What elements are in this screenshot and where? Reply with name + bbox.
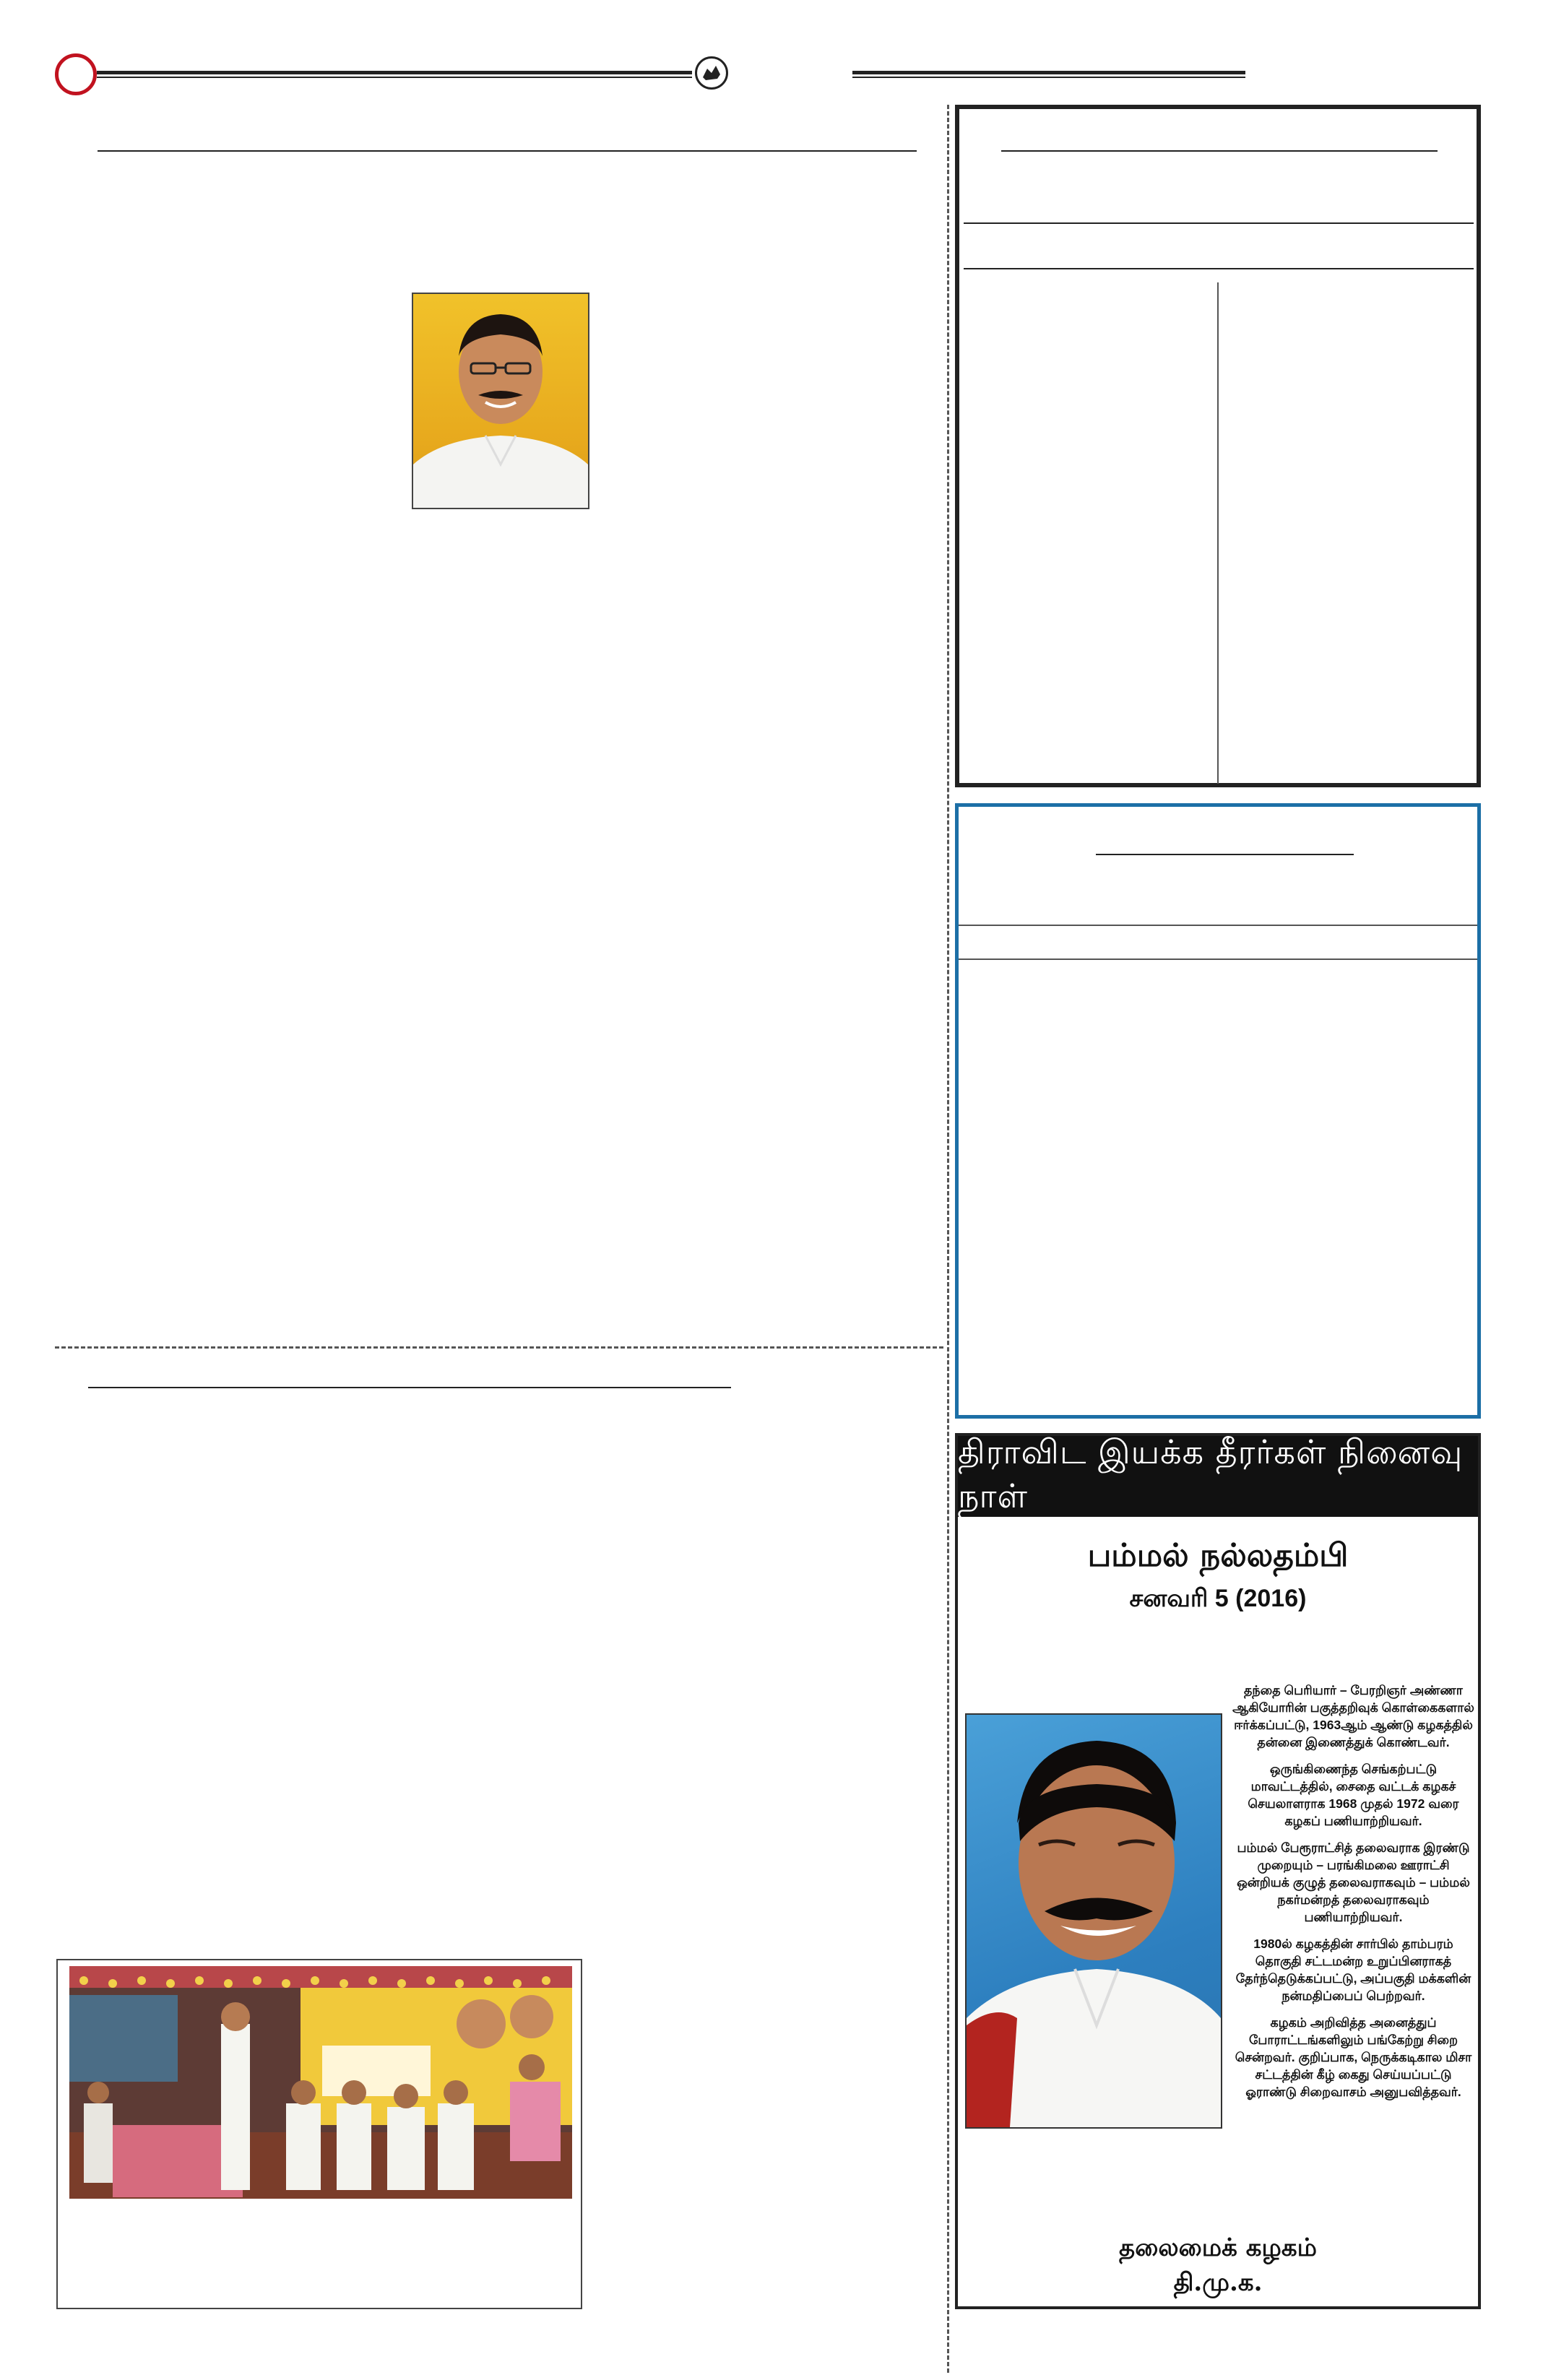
header-rule-left <box>97 71 692 74</box>
event-photo <box>69 1966 572 2199</box>
right-box-1 <box>955 105 1481 787</box>
memorial-bio <box>1232 1682 1474 2110</box>
memorial-banner: திராவிட இயக்க தீரர்கள் நினைவு நாள் <box>958 1436 1478 1517</box>
org-line-1: தலைமைக் கழகம் <box>1119 2233 1317 2262</box>
bio-paragraph-5: கழகம் அறிவித்த அனைத்துப் போராட்டங்களிலும் பங்கேற்று சிறை சென்றவர். குறிப்பாக, நெருக்கடிகால மிசா சட்டத்தின் கீழ் கைது செய்யப்பட்டு ஓராண்டு சிறைவாசம் அனுபவித்தவர். <box>1235 2015 1472 2099</box>
header-rule-right-thin <box>852 77 1245 78</box>
box2-title-rule <box>1096 854 1354 855</box>
header-rule-right <box>852 71 1245 74</box>
column-divider <box>947 105 949 2373</box>
box1-column-divider <box>1217 282 1219 784</box>
org-line-2: தி.மு.க. <box>1173 2268 1263 2297</box>
event-photo-frame <box>56 1959 582 2309</box>
right-box-2 <box>955 803 1481 1419</box>
article2-headline-rule <box>88 1387 731 1388</box>
box1-title-rule <box>1001 150 1438 152</box>
memorial-date: சனவரி 5 (2016) <box>1129 1585 1307 1612</box>
article1-headline-rule <box>98 150 917 152</box>
bio-paragraph-2: ஒருங்கிணைந்த செங்கற்பட்டு மாவட்டத்தில், சைதை வட்டக் கழகச் செயலாளராக 1968 முதல் 1972 வரை கழகப் பணியாற்றியவர். <box>1248 1762 1459 1828</box>
box2-rule-a <box>959 925 1477 926</box>
bio-paragraph-1: தந்தை பெரியார் – பேரறிஞர் அண்ணா ஆகியோரின் பகுத்தறிவுக் கொள்கைகளால் ஈர்க்கப்பட்டு, 1963ஆம் ஆண்டு கழகத்தில் தன்னை இணைத்துக் கொண்டவர். <box>1232 1683 1474 1749</box>
memorial-portrait-photo <box>965 1713 1222 2129</box>
memorial-name: பம்மல் நல்லதம்பி <box>1087 1537 1349 1574</box>
memorial-org <box>958 2230 1478 2300</box>
portrait-photo-1 <box>412 293 589 509</box>
box1-rule-a <box>964 222 1474 224</box>
party-emblem-icon <box>695 56 728 90</box>
page-number-circle <box>55 53 97 95</box>
bio-paragraph-3: பம்மல் பேரூராட்சித் தலைவராக இரண்டு முறையும் – பரங்கிமலை ஊராட்சி ஒன்றியக் குழுத் தலைவராகவும் – பம்மல் நகர்மன்றத் தலைவராகவும் பணியாற்றியவர். <box>1237 1840 1470 1924</box>
memorial-notice <box>955 1433 1481 2309</box>
box2-rule-b <box>959 959 1477 960</box>
section-divider <box>55 1346 943 1349</box>
bio-paragraph-4: 1980ல் கழகத்தின் சார்பில் தாம்பரம் தொகுதி சட்டமன்ற உறுப்பினராகத் தேர்ந்தெடுக்கப்பட்டு, அப்பகுதி மக்களின் நன்மதிப்பைப் பெற்றவர். <box>1235 1937 1471 2003</box>
header-rule-left-thin <box>97 77 692 78</box>
box1-rule-b <box>964 268 1474 269</box>
